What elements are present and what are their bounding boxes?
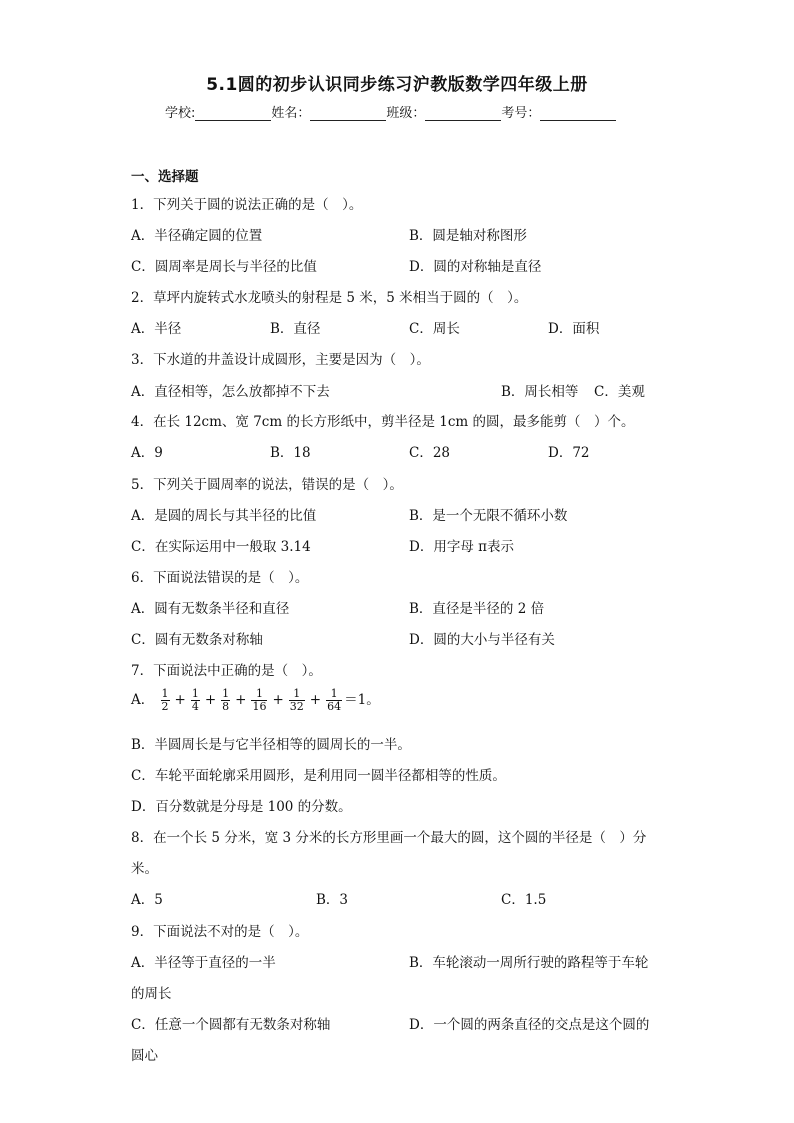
question-8-option-b: B．3 xyxy=(316,892,349,908)
section-heading: 一、选择题 xyxy=(131,169,199,185)
fraction-denominator: 64 xyxy=(327,700,342,713)
fraction-1-2 xyxy=(161,688,170,713)
school-blank xyxy=(195,108,271,121)
option-a-suffix: ＝1。 xyxy=(344,692,380,708)
fraction-denominator: 2 xyxy=(161,700,169,713)
question-5-stem: 5．下列关于圆周率的说法，错误的是（ ）。 xyxy=(131,477,403,493)
exam-no-blank xyxy=(540,108,616,121)
question-2-option-a: A．半径 xyxy=(131,321,182,337)
fraction-numerator: 1 xyxy=(222,687,230,700)
fraction-1-8 xyxy=(221,688,230,713)
question-3-option-a: A．直径相等，怎么放都掉不下去 xyxy=(131,384,330,400)
fraction-numerator: 1 xyxy=(289,688,305,701)
question-1-option-b: B．圆是轴对称图形 xyxy=(409,228,527,244)
question-8-stem: 8．在一个长 5 分米，宽 3 分米的长方形里画一个最大的圆，这个圆的半径是（ ）分 xyxy=(131,830,647,846)
question-3-stem: 3．下水道的井盖设计成圆形，主要是因为（ ）。 xyxy=(131,352,430,368)
fraction-1-16 xyxy=(251,688,267,713)
question-6-option-c: C．圆有无数条对称轴 xyxy=(131,632,263,648)
question-3-option-b: B．周长相等 xyxy=(501,384,579,400)
question-7-option-a xyxy=(131,688,380,713)
question-4-option-b: B．18 xyxy=(270,445,311,461)
question-8-option-c: C．1.5 xyxy=(501,892,547,908)
question-9-option-d: D．一个圆的两条直径的交点是这个圆的 xyxy=(409,1017,650,1033)
name-blank xyxy=(310,108,386,121)
question-9-option-d-continued: 圆心 xyxy=(131,1048,158,1064)
question-1-option-a: A．半径确定圆的位置 xyxy=(131,228,263,244)
question-9-option-c: C．任意一个圆都有无数条对称轴 xyxy=(131,1017,331,1033)
question-5-option-b: B．是一个无限不循环小数 xyxy=(409,508,568,524)
question-1-stem: 1．下列关于圆的说法正确的是（ ）。 xyxy=(131,197,363,213)
question-7-stem: 7．下面说法中正确的是（ ）。 xyxy=(131,663,322,679)
fraction-numerator: 1 xyxy=(326,688,342,701)
plus-sign: + xyxy=(309,692,322,708)
fraction-denominator: 8 xyxy=(222,700,230,713)
school-label: 学校: xyxy=(165,106,196,121)
question-5-option-a: A．是圆的周长与其半径的比值 xyxy=(131,508,317,524)
plus-sign: + xyxy=(174,692,186,708)
fraction-numerator: 1 xyxy=(161,687,169,700)
fraction-1-4 xyxy=(191,688,200,713)
page-title: 5.1圆的初步认识同步练习沪教版数学四年级上册 xyxy=(206,75,588,95)
question-3-option-c: C．美观 xyxy=(594,384,645,400)
question-4-option-a: A．9 xyxy=(131,445,163,461)
question-2-option-b: B．直径 xyxy=(270,321,321,337)
question-6-stem: 6．下面说法错误的是（ ）。 xyxy=(131,570,309,586)
question-7-option-b: B．半圆周长是与它半径相等的圆周长的一半。 xyxy=(131,737,411,753)
question-6-option-d: D．圆的大小与半径有关 xyxy=(409,632,555,648)
plus-sign: + xyxy=(204,692,217,708)
fraction-numerator: 1 xyxy=(191,687,199,700)
question-6-option-b: B．直径是半径的 2 倍 xyxy=(409,601,545,617)
option-a-prefix: A． xyxy=(131,692,155,708)
plus-sign: + xyxy=(235,692,247,708)
question-7-option-d: D．百分数就是分母是 100 的分数。 xyxy=(131,799,352,815)
fraction-numerator: 1 xyxy=(251,688,267,701)
fraction-1-64 xyxy=(326,688,342,713)
question-4-option-c: C．28 xyxy=(409,445,451,461)
question-1-option-c: C．圆周率是周长与半径的比值 xyxy=(131,259,317,275)
name-label: 姓名： xyxy=(271,106,311,121)
class-blank xyxy=(425,108,501,121)
fraction-denominator: 4 xyxy=(191,700,199,713)
class-label: 班级： xyxy=(386,106,426,121)
question-9-stem: 9．下面说法不对的是（ ）。 xyxy=(131,924,309,940)
question-1-option-d: D．圆的对称轴是直径 xyxy=(409,259,542,275)
question-2-stem: 2．草坪内旋转式水龙喷头的射程是 5 米，5 米相当于圆的（ ）。 xyxy=(131,290,528,306)
question-5-option-d: D．用字母 π表示 xyxy=(409,539,514,555)
question-9-option-b: B．车轮滚动一周所行驶的路程等于车轮 xyxy=(409,955,649,971)
question-4-stem: 4．在长 12cm、宽 7cm 的长方形纸中，剪半径是 1cm 的圆，最多能剪（ ）个。 xyxy=(131,414,635,430)
fraction-denominator: 16 xyxy=(252,700,267,713)
question-4-option-d: D．72 xyxy=(548,445,590,461)
question-8-stem-continued: 米。 xyxy=(131,861,158,877)
fraction-1-32 xyxy=(289,688,305,713)
plus-sign: + xyxy=(272,692,284,708)
student-info-row xyxy=(165,102,616,121)
fraction-denominator: 32 xyxy=(289,700,304,713)
question-8-option-a: A．5 xyxy=(131,892,163,908)
question-5-option-c: C．在实际运用中一般取 3.14 xyxy=(131,539,311,555)
question-7-option-c: C．车轮平面轮廓采用圆形，是利用同一圆半径都相等的性质。 xyxy=(131,768,506,784)
question-9-option-a: A．半径等于直径的一半 xyxy=(131,955,276,971)
question-6-option-a: A．圆有无数条半径和直径 xyxy=(131,601,290,617)
exam-no-label: 考号： xyxy=(501,106,541,121)
question-2-option-c: C．周长 xyxy=(409,321,460,337)
question-9-option-b-continued: 的周长 xyxy=(131,986,172,1002)
question-2-option-d: D．面积 xyxy=(548,321,600,337)
